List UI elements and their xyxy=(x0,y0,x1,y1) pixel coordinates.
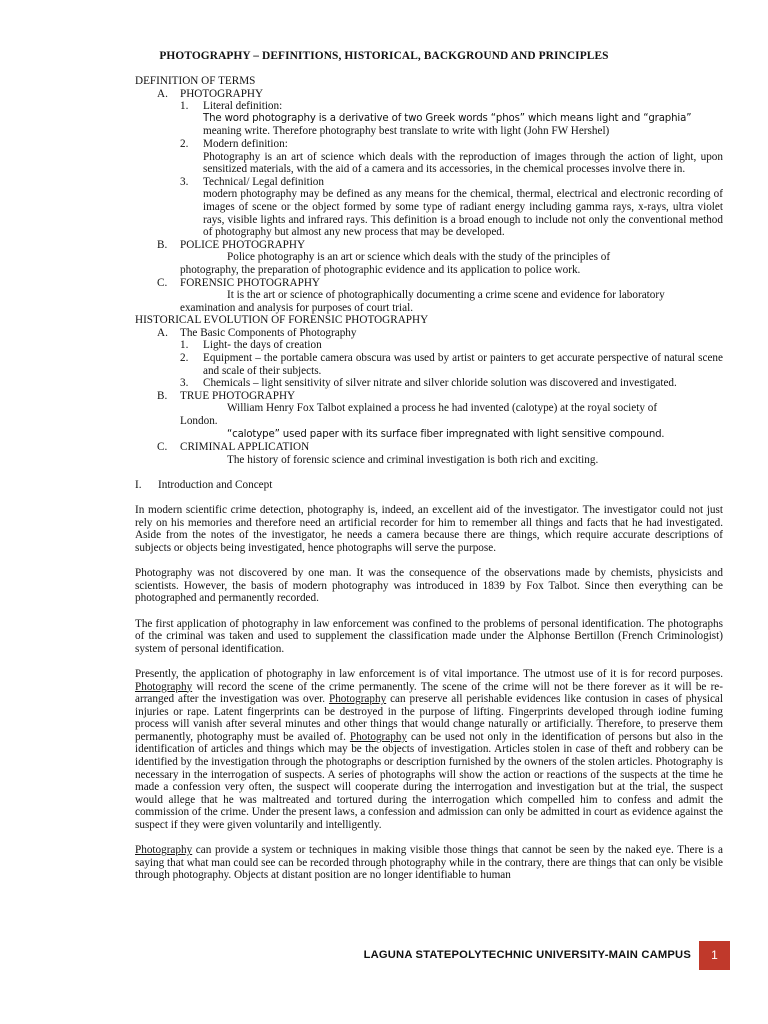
calotype-period: . xyxy=(661,427,665,440)
true-photography-line: William Henry Fox Talbot explained a process he had invented (calotype) at the royal society of xyxy=(227,402,658,415)
subsection-title: CRIMINAL APPLICATION xyxy=(180,441,310,454)
paragraph: In modern scientific crime detection, photography is, indeed, an excellent aid of the investigator. The investigator could not just rely on his memories and therefore need an artificial recorder for him to remember all things and facts that he had investigated. Aside from the notes of the investigator, he needs a camera because there are things, which require accurate descriptions of subjects or objects being investigated, hence photographs will serve the purpose. xyxy=(135,504,723,554)
list-item xyxy=(135,377,723,390)
underlined-word: Photography xyxy=(135,844,193,857)
paragraph-text: can preserve all perishable evidences like contusion in cases of physical injuries or rape. Latent fingerprints can be destroyed in the purpose of lifting. Fingerprints developed through iodine fuming process will vanish after several minutes and other things that would change naturally or artificially. Therefore, to preserve them permanently, photography must be availed of. xyxy=(135,693,723,743)
list-number: 3. xyxy=(180,175,189,188)
subsection-title: The Basic Components of Photography xyxy=(180,326,357,339)
police-photography-line: photography, the preparation of photographic evidence and its application to police work. xyxy=(180,263,581,276)
subsection-label: A. xyxy=(157,87,168,100)
section-heading-definitions: DEFINITION OF TERMS xyxy=(135,75,256,87)
page-number-badge: 1 xyxy=(699,941,730,970)
calotype-text: “calotype” used paper with its surface fiber impregnated with light sensitive compound xyxy=(227,428,662,440)
list-item xyxy=(135,176,723,189)
list-item-text: Chemicals – light sensitivity of silver nitrate and silver chloride solution was discovered and investigated. xyxy=(203,377,677,390)
list-number: 2. xyxy=(180,137,189,150)
list-number: 1. xyxy=(180,100,189,113)
paragraph-text: will record the scene of the crime permanently. The scene of the crime will not be there forever as it will be re-arranged after the investigation was over. xyxy=(135,680,723,706)
list-item xyxy=(135,100,723,113)
footer-institution: LAGUNA STATEPOLYTECHNIC UNIVERSITY-MAIN CAMPUS xyxy=(363,949,691,961)
underlined-word: Photography xyxy=(135,680,193,693)
paragraph-text: can provide a system or techniques in making visible those things that cannot be seen by the naked eye. There is a saying that what man could see can be recorded through photography while in the contrary, there are things that can only be visible through photography. Objects at distant position are no longer identifiable to human xyxy=(135,844,723,882)
subsection-criminal-application xyxy=(135,441,723,454)
subsection-title: FORENSIC PHOTOGRAPHY xyxy=(180,276,320,289)
section-heading-introduction xyxy=(135,479,723,492)
subsection-title: POLICE PHOTOGRAPHY xyxy=(180,238,306,251)
list-item-text: Light- the days of creation xyxy=(203,339,322,352)
subsection-forensic-photography xyxy=(135,277,723,290)
list-item-title: Modern definition: xyxy=(203,137,288,150)
list-item-text: Equipment – the portable camera obscura was used by artist or painters to get accurate perspective of natural scene and scale of their subjects. xyxy=(203,352,723,377)
list-item xyxy=(135,352,723,377)
subsection-title: TRUE PHOTOGRAPHY xyxy=(180,389,296,402)
list-item xyxy=(135,339,723,352)
paragraph-text: can be used not only in the identification of persons but also in the identification of articles and things which may be the objects of investigation. Articles stolen in case of theft and robbery can be identified by the investigation through the photographs or description furnished by the owners of the stolen articles. Photography is necessary in the interrogation of suspects. A series of photographs will show the action or reactions of the suspects at the time he made a confession very often, the suspect will cooperate during the interrogation and investigation but at the trial, the suspect would allege that he was maltreated and tortured during the interrogation which compelled him to confess and admit the commission of the crime. Under the present laws, a confession and admission can only be admitted in court as evidence against the suspect if they were given voluntarily and intelligently. xyxy=(135,730,723,832)
document-body xyxy=(135,75,723,882)
modern-definition-text: Photography is an art of science which deals with the reproduction of images through the action of light, upon sensitized materials, with the aid of a camera and its accessories, in the chemical processes involve there in. xyxy=(203,150,723,176)
forensic-photography-line: It is the art or science of photographically documenting a crime scene and evidence for laboratory xyxy=(227,289,665,302)
section-number: I. xyxy=(135,479,142,491)
section-heading-history: HISTORICAL EVOLUTION OF FORENSIC PHOTOGRAPHY xyxy=(135,314,429,327)
subsection-label: B. xyxy=(157,389,168,402)
section-title: Introduction and Concept xyxy=(158,479,273,491)
subsection-basic-components xyxy=(135,327,723,340)
list-number: 3. xyxy=(180,377,189,390)
paragraph xyxy=(135,844,723,882)
true-photography-line: London. xyxy=(180,415,218,428)
police-photography-line: Police photography is an art or science which deals with the study of the principles of xyxy=(227,251,611,264)
subsection-police-photography xyxy=(135,239,723,252)
criminal-application-line: The history of forensic science and criminal investigation is both rich and exciting. xyxy=(227,453,599,466)
subsection-label: B. xyxy=(157,238,168,251)
list-item xyxy=(135,138,723,151)
subsection-label: A. xyxy=(157,326,168,339)
page-footer xyxy=(0,941,768,971)
subsection-label: C. xyxy=(157,441,168,454)
paragraph-text: Presently, the application of photography in law enforcement is of vital importance. The utmost use of it is for record purposes. xyxy=(135,667,723,680)
literal-definition-line: meaning write. Therefore photography best translate to write with light (John FW Hershel) xyxy=(203,125,610,138)
forensic-photography-line: examination and analysis for purposes of court trial. xyxy=(180,301,414,314)
paragraph: The first application of photography in law enforcement was confined to the problems of personal identification. The photographs of the criminal was taken and used to supplement the classification made under the Alphonse Bertillon (French Criminologist) system of personal identification. xyxy=(135,617,723,655)
calotype-line xyxy=(135,428,723,442)
subsection-label: C. xyxy=(157,276,168,289)
technical-definition-text: modern photography may be defined as any means for the chemical, thermal, electrical and electronic recording of images of scene or the object formed by some type of radiant energy including gamma rays, x-rays, ultra violet rays, visible lights and infrared rays. This definition is a broad enough to include not only the conventional method of photography but almost any new process that may be developed. xyxy=(203,188,723,239)
document-title: PHOTOGRAPHY – DEFINITIONS, HISTORICAL, BACKGROUND AND PRINCIPLES xyxy=(159,50,609,62)
literal-definition-line: The word photography is a derivative of two Greek words “phos” which means light and “graphia” xyxy=(203,112,692,124)
list-item-title: Literal definition: xyxy=(203,100,283,113)
underlined-word: Photography xyxy=(328,693,387,706)
underlined-word: Photography xyxy=(349,730,408,743)
list-number: 1. xyxy=(180,339,189,352)
paragraph xyxy=(135,668,723,832)
subsection-true-photography xyxy=(135,390,723,403)
subsection-title: PHOTOGRAPHY xyxy=(180,87,264,100)
subsection-photography xyxy=(135,88,723,101)
list-item-title: Technical/ Legal definition xyxy=(203,175,324,188)
list-number: 2. xyxy=(180,352,189,365)
paragraph: Photography was not discovered by one man. It was the consequence of the observations made by chemists, physicists and scientists. However, the basis of modern photography was introduced in 1839 by Fox Talbot. Since then everything can be photographed and permanently recorded. xyxy=(135,567,723,605)
